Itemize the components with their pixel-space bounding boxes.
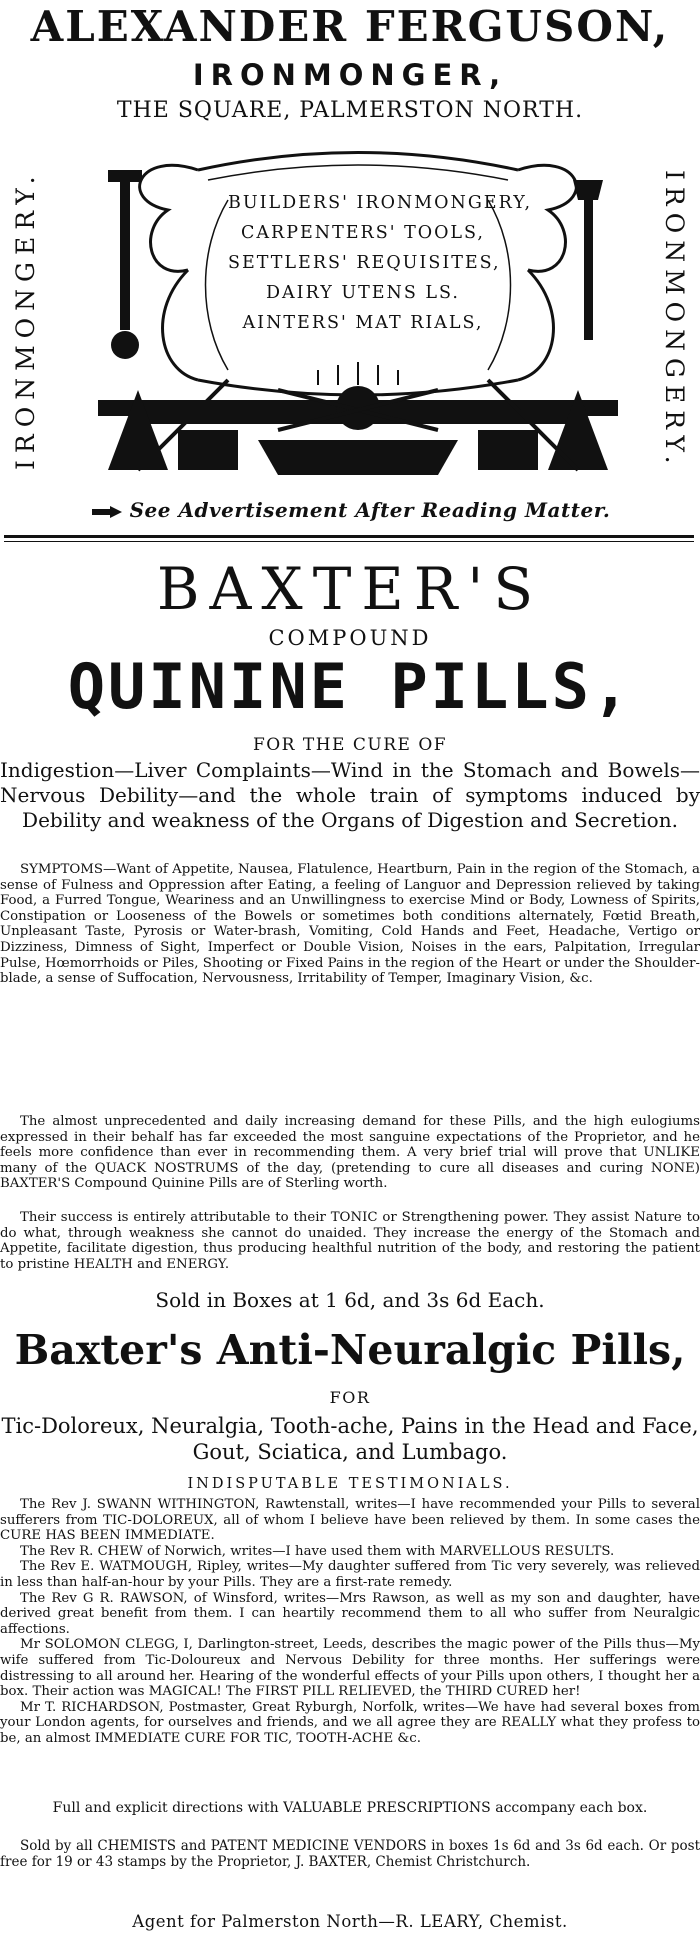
testimonial: The Rev G R. RAWSON, of Winsford, writes—Mrs Rawson, as well as my son and daughter, have derived great benefit from them. I can heartily recommend them to all who suffer from Neuralgic affections. xyxy=(0,1590,700,1637)
section-divider xyxy=(4,535,694,538)
agent-line: Agent for Palmerston North—R. LEARY, Chemist. xyxy=(132,1912,568,1931)
goods-item: AINTERS' MAT RIALS, xyxy=(242,313,484,333)
for-the-cure-of-label: FOR THE CURE OF xyxy=(252,735,448,755)
pointing-hand-icon xyxy=(90,504,124,520)
quinine-pills-heading: QUININE PILLS, xyxy=(67,650,633,723)
ferguson-trade: IRONMONGER, xyxy=(192,58,508,92)
directions-line: Full and explicit directions with VALUABLE PRESCRIPTIONS accompany each box. xyxy=(52,1800,648,1816)
ornamental-tools-frame xyxy=(78,140,638,490)
ferguson-address: THE SQUARE, PALMERSTON NORTH. xyxy=(116,98,584,123)
demand-paragraph: The almost unprecedented and daily increasing demand for these Pills, and the high eulogiums expressed in their behalf has far exceeded the most sanguine expectations of the Proprietor, and he feels more confidence than ever in recommending them. A very brief trial will prove that UNLIKE many of the QUACK NOSTRUMS of the day, (pretending to cure all diseases and curing NONE) BAXTER'S Compound Quinine Pills are of Sterling worth. xyxy=(0,1114,700,1192)
testimonial: Mr T. RICHARDSON, Postmaster, Great Ryburgh, Norfolk, writes—We have had several boxes from your London agents, for ourselves and friends, and we all agree they are REALLY what they profess to be, an almost IMMEDIATE CURE FOR TIC, TOOTH-ACHE &c. xyxy=(0,1699,700,1746)
success-paragraph: Their success is entirely attributable to their TONIC or Strengthening power. They assist Nature to do what, through weakness she cannot do unaided. They increase the energy of the Stomach and Appetite, facilitate digestion, thus producing healthful nutrition of the body, and restoring the patient to pristine HEALTH and ENERGY. xyxy=(0,1210,700,1272)
ironmongery-side-label-left: IRONMONGERY. xyxy=(11,169,40,471)
for-label: FOR xyxy=(329,1388,371,1407)
quinine-price-line: Sold in Boxes at 1 6d, and 3s 6d Each. xyxy=(155,1288,545,1312)
testimonials-list xyxy=(0,1497,700,1747)
quinine-indications: Indigestion—Liver Complaints—Wind in the Stomach and Bowels—Nervous Debility—and the whole train of symptoms induced by Debility and weakness of the Organs of Digestion and Secretion. xyxy=(0,758,700,832)
see-advertisement-text: See Advertisement After Reading Matter. xyxy=(129,498,611,522)
goods-item: BUILDERS' IRONMONGERY, xyxy=(228,193,533,213)
testimonials-heading: INDISPUTABLE TESTIMONIALS. xyxy=(187,1476,513,1492)
baxters-title: BAXTER'S xyxy=(156,555,544,623)
ironmongery-side-label-right: IRONMONGERY. xyxy=(660,169,689,471)
compound-label: COMPOUND xyxy=(268,626,432,650)
goods-item: DAIRY UTENS LS. xyxy=(266,283,460,303)
testimonial: The Rev E. WATMOUGH, Ripley, writes—My daughter suffered from Tic very severely, was relieved in less than half-an-hour by your Pills. They are a first-rate remedy. xyxy=(0,1559,700,1590)
symptoms-paragraph: SYMPTOMS—Want of Appetite, Nausea, Flatulence, Heartburn, Pain in the region of the Stomach, a sense of Fulness and Oppression after Eating, a feeling of Languor and Depression relieved by taking Food, a Furred Tongue, Weariness and an Unwillingness to exercise Mind or Body, Lowness of Spirits, Constipation or Looseness of the Bowels or sometimes both conditions alternately, Fœtid Breath, Unpleasant Taste, Pyrosis or Water-brash, Vomiting, Cold Hands and Feet, Headache, Vertigo or Dizziness, Dimness of Sight, Imperfect or Double Vision, Noises in the ears, Palpitation, Irregular Pulse, Hœmorrhoids or Piles, Shooting or Fixed Pains in the region of the Heart or under the Shoulder-blade, a sense of Suffocation, Nervousness, Irritability of Temper, Imaginary Vision, &c. xyxy=(0,862,700,987)
neuralgic-indications: Tic-Doloreux, Neuralgia, Tooth-ache, Pains in the Head and Face, Gout, Sciatica, and Lumbago. xyxy=(1,1414,699,1464)
ironmongery-goods-list xyxy=(228,188,533,338)
see-advertisement-note xyxy=(0,498,700,522)
section-divider-thin xyxy=(4,541,694,542)
ferguson-name: ALEXANDER FERGUSON, xyxy=(30,2,670,51)
anti-neuralgic-title: Baxter's Anti-Neuralgic Pills, xyxy=(14,1326,686,1374)
sold-by-paragraph: Sold by all CHEMISTS and PATENT MEDICINE VENDORS in boxes 1s 6d and 3s 6d each. Or post free for 19 or 43 stamps by the Proprietor, J. BAXTER, Chemist Christchurch. xyxy=(0,1838,700,1870)
testimonial: The Rev R. CHEW of Norwich, writes—I have used them with MARVELLOUS RESULTS. xyxy=(20,1543,615,1559)
testimonial: The Rev J. SWANN WITHINGTON, Rawtenstall, writes—I have recommended your Pills to several sufferers from TIC-DOLOREUX, all of whom I believe have been relieved by them. In some cases the CURE HAS BEEN IMMEDIATE. xyxy=(0,1497,700,1544)
goods-item: SETTLERS' REQUISITES, xyxy=(228,253,501,273)
goods-item: CARPENTERS' TOOLS, xyxy=(241,223,485,243)
testimonial: Mr SOLOMON CLEGG, I, Darlington-street, Leeds, describes the magic power of the Pills thus—My wife suffered from Tic-Doloureux and Nervous Debility for three months. Her sufferings were distressing to all around her. Hearing of the wonderful effects of your Pills upon others, I thought her a box. Their action was MAGICAL! The FIRST PILL RELIEVED, the THIRD CURED her! xyxy=(0,1637,700,1700)
